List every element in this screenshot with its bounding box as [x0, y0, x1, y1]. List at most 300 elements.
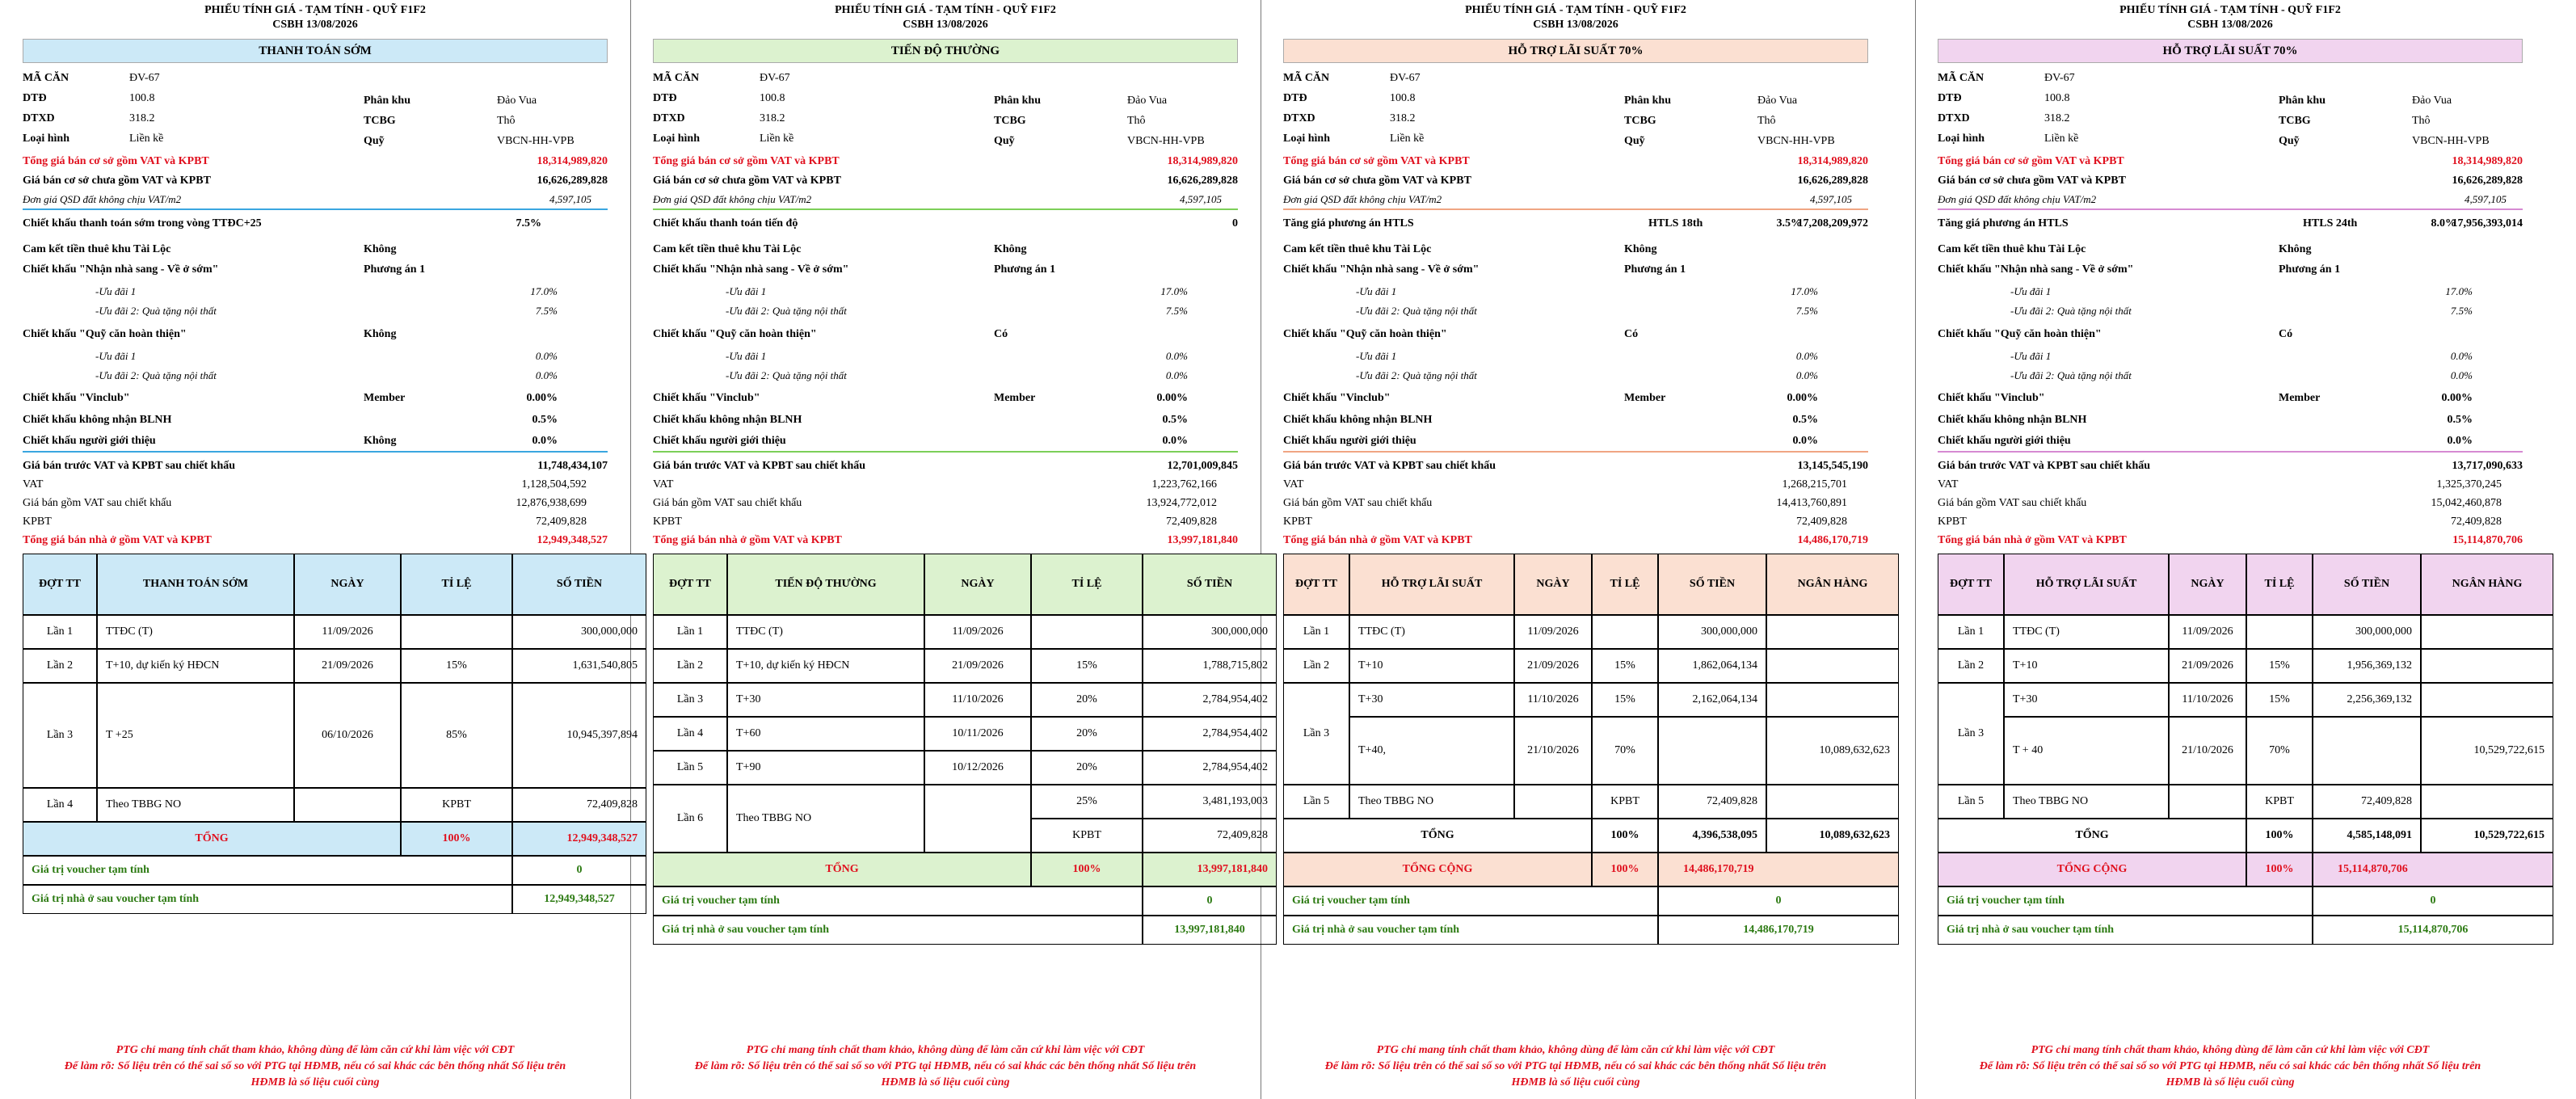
- table-cell: 72,409,828: [512, 788, 646, 822]
- section-header: THANH TOÁN SỚM: [23, 39, 608, 63]
- info-label: MÃ CĂN: [653, 72, 700, 84]
- base-price-label: Giá bán cơ sở chưa gồm VAT và KPBT: [23, 175, 211, 187]
- discount-pct: 0.00%: [2441, 392, 2473, 404]
- table-cell: 1,788,715,802: [1143, 649, 1277, 683]
- summary-value: 72,409,828: [2451, 516, 2502, 528]
- discount-label: Chiết khấu "Quỹ căn hoàn thiện": [23, 328, 187, 340]
- voucher-label: Giá trị voucher tạm tính: [1938, 886, 2313, 916]
- info-value: Đảo Vua: [2412, 95, 2452, 107]
- discount-pct: 7.5%: [1795, 305, 1818, 317]
- info-label: Phân khu: [2279, 95, 2326, 107]
- footer-note-2: Để làm rõ: Số liệu trên có thể sai số so với PTG tại HĐMB, nếu có sai khác các bên thống nhất Số liệu trên: [694, 1060, 1197, 1072]
- info-label: MÃ CĂN: [1938, 72, 1985, 84]
- section-header: TIẾN ĐỘ THƯỜNG: [653, 39, 1238, 63]
- table-cell: 21/09/2026: [924, 649, 1031, 683]
- summary-value: 1,128,504,592: [521, 478, 587, 491]
- info-value: ĐV-67: [1390, 72, 1421, 84]
- table-cell: 10/12/2026: [924, 751, 1031, 785]
- summary-value: 15,114,870,706: [2452, 534, 2523, 546]
- land-price: 4,597,105: [2464, 193, 2507, 205]
- discount-sub-label: -Ưu đãi 1: [2010, 285, 2052, 297]
- sheet-subtitle: CSBH 13/08/2026: [272, 19, 358, 31]
- discount-label: Chiết khấu người giới thiệu: [1283, 435, 1416, 447]
- info-label: DTXD: [23, 112, 55, 124]
- first-discount-label: Chiết khấu thanh toán sớm trong vòng TTĐC+25: [23, 217, 262, 229]
- table-header-4: SỐ TIỀN: [2313, 554, 2421, 615]
- divider: [1938, 451, 2523, 453]
- table-header-1: TIẾN ĐỘ THƯỜNG: [727, 554, 924, 615]
- info-value: 318.2: [760, 112, 785, 124]
- table-cell-merged: Lần 3: [1938, 683, 2004, 785]
- summary-label: KPBT: [23, 516, 52, 528]
- summary-value: 1,223,762,166: [1151, 478, 1217, 491]
- table-cell: Lần 2: [1283, 649, 1349, 683]
- table-cell: 21/10/2026: [1514, 717, 1592, 785]
- info-label: DTXD: [1938, 112, 1970, 124]
- table-cell: 300,000,000: [2313, 615, 2421, 649]
- table-cell: [1766, 615, 1899, 649]
- info-label: Phân khu: [994, 95, 1041, 107]
- divider: [1283, 208, 1868, 210]
- footer-note-2: Để làm rõ: Số liệu trên có thể sai số so với PTG tại HĐMB, nếu có sai khác các bên thống nhất Số liệu trên: [1324, 1060, 1827, 1072]
- table-cell: 21/09/2026: [1514, 649, 1592, 683]
- base-price: 16,626,289,828: [1167, 175, 1238, 187]
- summary-label: VAT: [1938, 478, 1959, 491]
- sheet-subtitle: CSBH 13/08/2026: [2187, 19, 2273, 31]
- discount-label: Chiết khấu "Quỹ căn hoàn thiện": [653, 328, 817, 340]
- discount-pct: 0.0%: [2450, 350, 2473, 362]
- table-header-4: SỐ TIỀN: [1143, 554, 1277, 615]
- table-header-1: HỖ TRỢ LÃI SUẤT: [1349, 554, 1514, 615]
- discount-option: Có: [2279, 328, 2293, 340]
- table-cell: T + 40: [2004, 717, 2169, 785]
- summary-value: 72,409,828: [536, 516, 587, 528]
- discount-option: Không: [364, 328, 397, 340]
- table-cell: 2,784,954,402: [1143, 717, 1277, 751]
- first-discount-amount: 17,956,393,014: [2452, 217, 2523, 229]
- table-cell: T +25: [97, 683, 294, 788]
- total-base-price-label: Tổng giá bán cơ sở gồm VAT và KPBT: [23, 155, 209, 167]
- discount-pct: 0.0%: [535, 369, 558, 381]
- divider: [1938, 208, 2523, 210]
- summary-label: Giá bán gồm VAT sau chiết khấu: [1283, 497, 1433, 509]
- subtotal-pct: 100%: [2246, 819, 2313, 853]
- table-cell: 72,409,828: [1143, 819, 1277, 853]
- discount-pct: 0.0%: [1162, 435, 1188, 447]
- discount-label: Chiết khấu không nhận BLNH: [1938, 414, 2087, 426]
- table-cell: Lần 2: [1938, 649, 2004, 683]
- footer-note-3: HĐMB là số liệu cuối cùng: [881, 1076, 1010, 1088]
- table-cell: T+30: [2004, 683, 2169, 717]
- table-cell: 70%: [1592, 717, 1658, 785]
- table-cell: 300,000,000: [1143, 615, 1277, 649]
- discount-option: Có: [1624, 328, 1639, 340]
- table-cell: TTĐC (T): [727, 615, 924, 649]
- info-label: Quỹ: [364, 135, 385, 147]
- table-cell: 21/09/2026: [294, 649, 401, 683]
- table-cell-merged: Lần 3: [1283, 683, 1349, 785]
- table-cell: 10,529,722,615: [2421, 717, 2553, 785]
- subtotal-pct: 100%: [1592, 819, 1658, 853]
- footer-note-2: Để làm rõ: Số liệu trên có thể sai số so với PTG tại HĐMB, nếu có sai khác các bên thống nhất Số liệu trên: [1979, 1060, 2481, 1072]
- table-cell: Theo TBBG NO: [1349, 785, 1514, 819]
- info-value: Đảo Vua: [1757, 95, 1798, 107]
- sheet-title: PHIẾU TÍNH GIÁ - TẠM TÍNH - QUỸ F1F2: [835, 4, 1056, 16]
- info-label: TCBG: [364, 115, 396, 127]
- base-price: 16,626,289,828: [1797, 175, 1868, 187]
- table-cell: 21/10/2026: [2169, 717, 2246, 785]
- summary-value: 1,325,370,245: [2436, 478, 2502, 491]
- base-price: 16,626,289,828: [537, 175, 608, 187]
- discount-pct: 0.0%: [1165, 369, 1188, 381]
- total-base-price: 18,314,989,820: [2452, 155, 2523, 167]
- divider: [653, 208, 1238, 210]
- discount-pct: 17.0%: [1791, 285, 1818, 297]
- table-cell: [2313, 717, 2421, 785]
- after-voucher-value: 15,114,870,706: [2313, 916, 2553, 945]
- summary-label: Giá bán gồm VAT sau chiết khấu: [23, 497, 172, 509]
- table-cell: [1592, 615, 1658, 649]
- discount-sub-label: -Ưu đãi 1: [95, 285, 137, 297]
- table-cell: Lần 1: [653, 615, 727, 649]
- info-label: TCBG: [1624, 115, 1656, 127]
- total-pct: 100%: [1592, 853, 1658, 886]
- discount-label: Chiết khấu không nhận BLNH: [653, 414, 802, 426]
- info-label: DTXD: [1283, 112, 1315, 124]
- base-price-label: Giá bán cơ sở chưa gồm VAT và KPBT: [653, 175, 841, 187]
- table-cell: Theo TBBG NO: [727, 785, 924, 853]
- info-value: Liền kề: [1390, 133, 1425, 145]
- table-cell: [1766, 683, 1899, 717]
- table-cell: Lần 1: [1938, 615, 2004, 649]
- table-cell: Lần 2: [653, 649, 727, 683]
- discount-option: Không: [364, 243, 397, 255]
- table-cell: 06/10/2026: [294, 683, 401, 788]
- table-cell: 11/10/2026: [2169, 683, 2246, 717]
- total-amount: 15,114,870,706: [2313, 853, 2553, 886]
- table-cell: 11/10/2026: [1514, 683, 1592, 717]
- info-label: DTĐ: [23, 92, 47, 104]
- table-cell: 300,000,000: [1658, 615, 1766, 649]
- table-header-2: NGÀY: [924, 554, 1031, 615]
- table-cell: KPBT: [401, 788, 512, 822]
- info-value: VBCN-HH-VPB: [2412, 135, 2490, 147]
- table-cell: [2421, 683, 2553, 717]
- summary-label: KPBT: [653, 516, 682, 528]
- after-voucher-value: 12,949,348,527: [512, 885, 646, 914]
- discount-pct: 0.0%: [1165, 350, 1188, 362]
- footer-note-1: PTG chỉ mang tính chất tham khảo, không dùng để làm căn cứ khi làm việc với CĐT: [116, 1044, 515, 1056]
- table-cell: T+90: [727, 751, 924, 785]
- summary-value: 13,924,772,012: [1146, 497, 1217, 509]
- info-value: 100.8: [1390, 92, 1416, 104]
- info-label: TCBG: [994, 115, 1026, 127]
- discount-pct: 0.00%: [1156, 392, 1188, 404]
- table-cell: 25%: [1031, 785, 1143, 819]
- table-cell: Lần 5: [653, 751, 727, 785]
- summary-label: Giá bán gồm VAT sau chiết khấu: [653, 497, 802, 509]
- table-cell: 15%: [2246, 649, 2313, 683]
- table-header-3: TỈ LỆ: [1031, 554, 1143, 615]
- discount-sub-label: -Ưu đãi 2: Quà tặng nội thất: [1356, 369, 1477, 381]
- summary-label: Giá bán trước VAT và KPBT sau chiết khấu: [653, 460, 866, 472]
- table-cell: 11/09/2026: [2169, 615, 2246, 649]
- table-cell: 11/09/2026: [1514, 615, 1592, 649]
- footer-note-2: Để làm rõ: Số liệu trên có thể sai số so với PTG tại HĐMB, nếu có sai khác các bên thống nhất Số liệu trên: [64, 1060, 566, 1072]
- sheet-3: [1261, 0, 1891, 1099]
- total-amount: 12,949,348,527: [512, 822, 646, 856]
- first-discount-label: Tăng giá phương án HTLS: [1283, 217, 1414, 229]
- table-cell: Lần 4: [653, 717, 727, 751]
- info-label: MÃ CĂN: [1283, 72, 1330, 84]
- first-discount-pct: 3.5%: [1776, 217, 1802, 229]
- table-cell: [1766, 649, 1899, 683]
- voucher-value: 0: [512, 856, 646, 885]
- summary-value: 12,701,009,845: [1167, 460, 1238, 472]
- after-voucher-label: Giá trị nhà ở sau voucher tạm tính: [1283, 916, 1658, 945]
- first-discount-pct: 7.5%: [516, 217, 541, 229]
- sheet-subtitle: CSBH 13/08/2026: [903, 19, 988, 31]
- discount-label: Chiết khấu "Vinclub": [1283, 392, 1391, 404]
- sheet-4: [1915, 0, 2545, 1099]
- table-header-4: SỐ TIỀN: [512, 554, 646, 615]
- discount-pct: 17.0%: [530, 285, 558, 297]
- discount-pct: 0.0%: [1795, 350, 1818, 362]
- table-cell: 11/09/2026: [294, 615, 401, 649]
- info-value: Liền kề: [760, 133, 794, 145]
- discount-sub-label: -Ưu đãi 1: [1356, 285, 1397, 297]
- table-header-1: THANH TOÁN SỚM: [97, 554, 294, 615]
- sheet-title: PHIẾU TÍNH GIÁ - TẠM TÍNH - QUỸ F1F2: [2119, 4, 2341, 16]
- htls-term: HTLS 24th: [2303, 217, 2358, 229]
- discount-option: Có: [994, 328, 1008, 340]
- summary-label: KPBT: [1283, 516, 1312, 528]
- info-value: 100.8: [129, 92, 155, 104]
- table-cell: T+30: [727, 683, 924, 717]
- first-discount-amount: 17,208,209,972: [1797, 217, 1868, 229]
- discount-label: Chiết khấu "Vinclub": [23, 392, 130, 404]
- summary-label: Giá bán trước VAT và KPBT sau chiết khấu: [23, 460, 236, 472]
- subtotal-label: TỔNG: [1938, 819, 2246, 853]
- info-value: Liền kề: [129, 133, 164, 145]
- land-price-label: Đơn giá QSD đất không chịu VAT/m2: [653, 193, 812, 205]
- info-value: Thô: [497, 115, 516, 127]
- table-cell: 1,956,369,132: [2313, 649, 2421, 683]
- table-header-4: SỐ TIỀN: [1658, 554, 1766, 615]
- summary-label: VAT: [1283, 478, 1304, 491]
- discount-pct: 0.00%: [526, 392, 558, 404]
- table-cell: Lần 4: [23, 788, 97, 822]
- info-label: Quỹ: [1624, 135, 1645, 147]
- summary-label: Giá bán gồm VAT sau chiết khấu: [1938, 497, 2087, 509]
- table-cell: 20%: [1031, 683, 1143, 717]
- info-label: Loại hình: [1938, 133, 1985, 145]
- table-header-0: ĐỢT TT: [653, 554, 727, 615]
- info-label: Loại hình: [653, 133, 700, 145]
- base-price: 16,626,289,828: [2452, 175, 2523, 187]
- subtotal-amount: 4,396,538,095: [1658, 819, 1766, 853]
- table-cell: KPBT: [2246, 785, 2313, 819]
- table-header-3: TỈ LỆ: [1592, 554, 1658, 615]
- discount-pct: 0.0%: [1792, 435, 1818, 447]
- table-cell: 2,162,064,134: [1658, 683, 1766, 717]
- after-voucher-label: Giá trị nhà ở sau voucher tạm tính: [653, 916, 1143, 945]
- discount-option: Member: [1624, 392, 1666, 404]
- voucher-value: 0: [1143, 886, 1277, 916]
- summary-value: 13,997,181,840: [1167, 534, 1238, 546]
- discount-sub-label: -Ưu đãi 2: Quà tặng nội thất: [726, 305, 847, 317]
- table-cell: 2,256,369,132: [2313, 683, 2421, 717]
- discount-option: Phương án 1: [364, 263, 426, 276]
- footer-note-1: PTG chỉ mang tính chất tham khảo, không dùng để làm căn cứ khi làm việc với CĐT: [2031, 1044, 2430, 1056]
- info-label: MÃ CĂN: [23, 72, 69, 84]
- footer-note-3: HĐMB là số liệu cuối cùng: [1511, 1076, 1640, 1088]
- info-label: DTĐ: [653, 92, 677, 104]
- after-voucher-value: 14,486,170,719: [1658, 916, 1899, 945]
- table-cell: T+10, dự kiến ký HĐCN: [727, 649, 924, 683]
- table-cell: [1766, 785, 1899, 819]
- voucher-label: Giá trị voucher tạm tính: [1283, 886, 1658, 916]
- table-header-2: NGÀY: [2169, 554, 2246, 615]
- info-label: TCBG: [2279, 115, 2311, 127]
- summary-value: 1,268,215,701: [1782, 478, 1847, 491]
- info-value: 100.8: [760, 92, 785, 104]
- discount-label: Chiết khấu "Vinclub": [653, 392, 760, 404]
- table-cell: Lần 6: [653, 785, 727, 853]
- footer-note-3: HĐMB là số liệu cuối cùng: [250, 1076, 380, 1088]
- discount-option: Không: [364, 435, 397, 447]
- info-label: DTĐ: [1283, 92, 1307, 104]
- table-header-0: ĐỢT TT: [1938, 554, 2004, 615]
- table-cell: [1031, 615, 1143, 649]
- table-cell: 2,784,954,402: [1143, 751, 1277, 785]
- table-cell: KPBT: [1031, 819, 1143, 853]
- discount-label: Cam kết tiền thuê khu Tài Lộc: [23, 243, 171, 255]
- table-cell: T+10: [1349, 649, 1514, 683]
- summary-value: 15,042,460,878: [2431, 497, 2502, 509]
- discount-pct: 17.0%: [2445, 285, 2473, 297]
- table-cell: 11/10/2026: [924, 683, 1031, 717]
- table-header-5: NGÂN HÀNG: [2421, 554, 2553, 615]
- first-discount-label: Tăng giá phương án HTLS: [1938, 217, 2069, 229]
- total-pct: 100%: [401, 822, 512, 856]
- summary-value: 12,949,348,527: [537, 534, 608, 546]
- discount-label: Chiết khấu không nhận BLNH: [1283, 414, 1433, 426]
- discount-option: Member: [364, 392, 406, 404]
- first-discount-amount: 0: [1232, 217, 1238, 229]
- summary-value: 14,486,170,719: [1797, 534, 1868, 546]
- first-discount-label: Chiết khấu thanh toán tiến độ: [653, 217, 798, 229]
- first-discount-pct: 8.0%: [2431, 217, 2456, 229]
- table-cell: Lần 3: [23, 683, 97, 788]
- table-cell: Lần 1: [23, 615, 97, 649]
- discount-option: Không: [994, 243, 1027, 255]
- footer-note-1: PTG chỉ mang tính chất tham khảo, không dùng để làm căn cứ khi làm việc với CĐT: [1376, 1044, 1775, 1056]
- discount-label: Chiết khấu "Vinclub": [1938, 392, 2045, 404]
- summary-value: 13,145,545,190: [1797, 460, 1868, 472]
- table-cell: Lần 2: [23, 649, 97, 683]
- total-label: TỔNG: [23, 822, 401, 856]
- land-price-label: Đơn giá QSD đất không chịu VAT/m2: [23, 193, 182, 205]
- discount-sub-label: -Ưu đãi 2: Quà tặng nội thất: [2010, 305, 2132, 317]
- table-header-5: NGÂN HÀNG: [1766, 554, 1899, 615]
- discount-pct: 0.0%: [535, 350, 558, 362]
- table-cell: 11/09/2026: [924, 615, 1031, 649]
- table-cell: [294, 788, 401, 822]
- table-cell: 15%: [1031, 649, 1143, 683]
- discount-option: Member: [994, 392, 1036, 404]
- discount-label: Chiết khấu người giới thiệu: [653, 435, 786, 447]
- table-cell: [2421, 785, 2553, 819]
- table-cell: 70%: [2246, 717, 2313, 785]
- discount-label: Chiết khấu người giới thiệu: [1938, 435, 2071, 447]
- info-value: ĐV-67: [2044, 72, 2075, 84]
- info-label: Loại hình: [23, 133, 69, 145]
- summary-label: Tổng giá bán nhà ở gồm VAT và KPBT: [1938, 534, 2127, 546]
- footer-note-3: HĐMB là số liệu cuối cùng: [2166, 1076, 2295, 1088]
- section-header: HỖ TRỢ LÃI SUẤT 70%: [1938, 39, 2523, 63]
- discount-pct: 0.5%: [532, 414, 558, 426]
- info-label: Quỹ: [2279, 135, 2300, 147]
- land-price: 4,597,105: [549, 193, 591, 205]
- table-header-2: NGÀY: [294, 554, 401, 615]
- discount-label: Chiết khấu "Nhận nhà sang - Về ở sớm": [23, 263, 219, 276]
- footer-note-1: PTG chỉ mang tính chất tham khảo, không dùng để làm căn cứ khi làm việc với CĐT: [746, 1044, 1145, 1056]
- summary-value: 12,876,938,699: [516, 497, 587, 509]
- total-base-price-label: Tổng giá bán cơ sở gồm VAT và KPBT: [1283, 155, 1470, 167]
- info-value: VBCN-HH-VPB: [1757, 135, 1835, 147]
- discount-label: Cam kết tiền thuê khu Tài Lộc: [653, 243, 802, 255]
- discount-pct: 0.0%: [1795, 369, 1818, 381]
- table-cell: 15%: [1592, 649, 1658, 683]
- table-cell: 85%: [401, 683, 512, 788]
- discount-pct: 7.5%: [1165, 305, 1188, 317]
- discount-label: Cam kết tiền thuê khu Tài Lộc: [1938, 243, 2086, 255]
- info-value: ĐV-67: [760, 72, 790, 84]
- voucher-value: 0: [2313, 886, 2553, 916]
- total-pct: 100%: [2246, 853, 2313, 886]
- discount-option: Phương án 1: [1624, 263, 1686, 276]
- table-cell: [1658, 717, 1766, 785]
- summary-value: 13,717,090,633: [2452, 460, 2523, 472]
- info-label: Phân khu: [364, 95, 410, 107]
- discount-sub-label: -Ưu đãi 2: Quà tặng nội thất: [2010, 369, 2132, 381]
- total-amount: 14,486,170,719: [1658, 853, 1899, 886]
- summary-label: KPBT: [1938, 516, 1967, 528]
- info-label: DTĐ: [1938, 92, 1962, 104]
- htls-term: HTLS 18th: [1648, 217, 1703, 229]
- divider: [1283, 451, 1868, 453]
- discount-sub-label: -Ưu đãi 2: Quà tặng nội thất: [1356, 305, 1477, 317]
- table-cell: 2,784,954,402: [1143, 683, 1277, 717]
- table-header-1: HỖ TRỢ LÃI SUẤT: [2004, 554, 2169, 615]
- table-cell: 21/09/2026: [2169, 649, 2246, 683]
- after-voucher-label: Giá trị nhà ở sau voucher tạm tính: [1938, 916, 2313, 945]
- table-header-0: ĐỢT TT: [1283, 554, 1349, 615]
- land-price-label: Đơn giá QSD đất không chịu VAT/m2: [1938, 193, 2097, 205]
- summary-label: Tổng giá bán nhà ở gồm VAT và KPBT: [653, 534, 842, 546]
- discount-option: Không: [1624, 243, 1657, 255]
- table-cell: 1,631,540,805: [512, 649, 646, 683]
- discount-pct: 0.0%: [2447, 435, 2473, 447]
- voucher-value: 0: [1658, 886, 1899, 916]
- table-cell: 10,945,397,894: [512, 683, 646, 788]
- total-base-price: 18,314,989,820: [1797, 155, 1868, 167]
- summary-label: Tổng giá bán nhà ở gồm VAT và KPBT: [23, 534, 212, 546]
- total-label: TỔNG: [653, 853, 1031, 886]
- table-cell: 15%: [401, 649, 512, 683]
- subtotal-amount: 4,585,148,091: [2313, 819, 2421, 853]
